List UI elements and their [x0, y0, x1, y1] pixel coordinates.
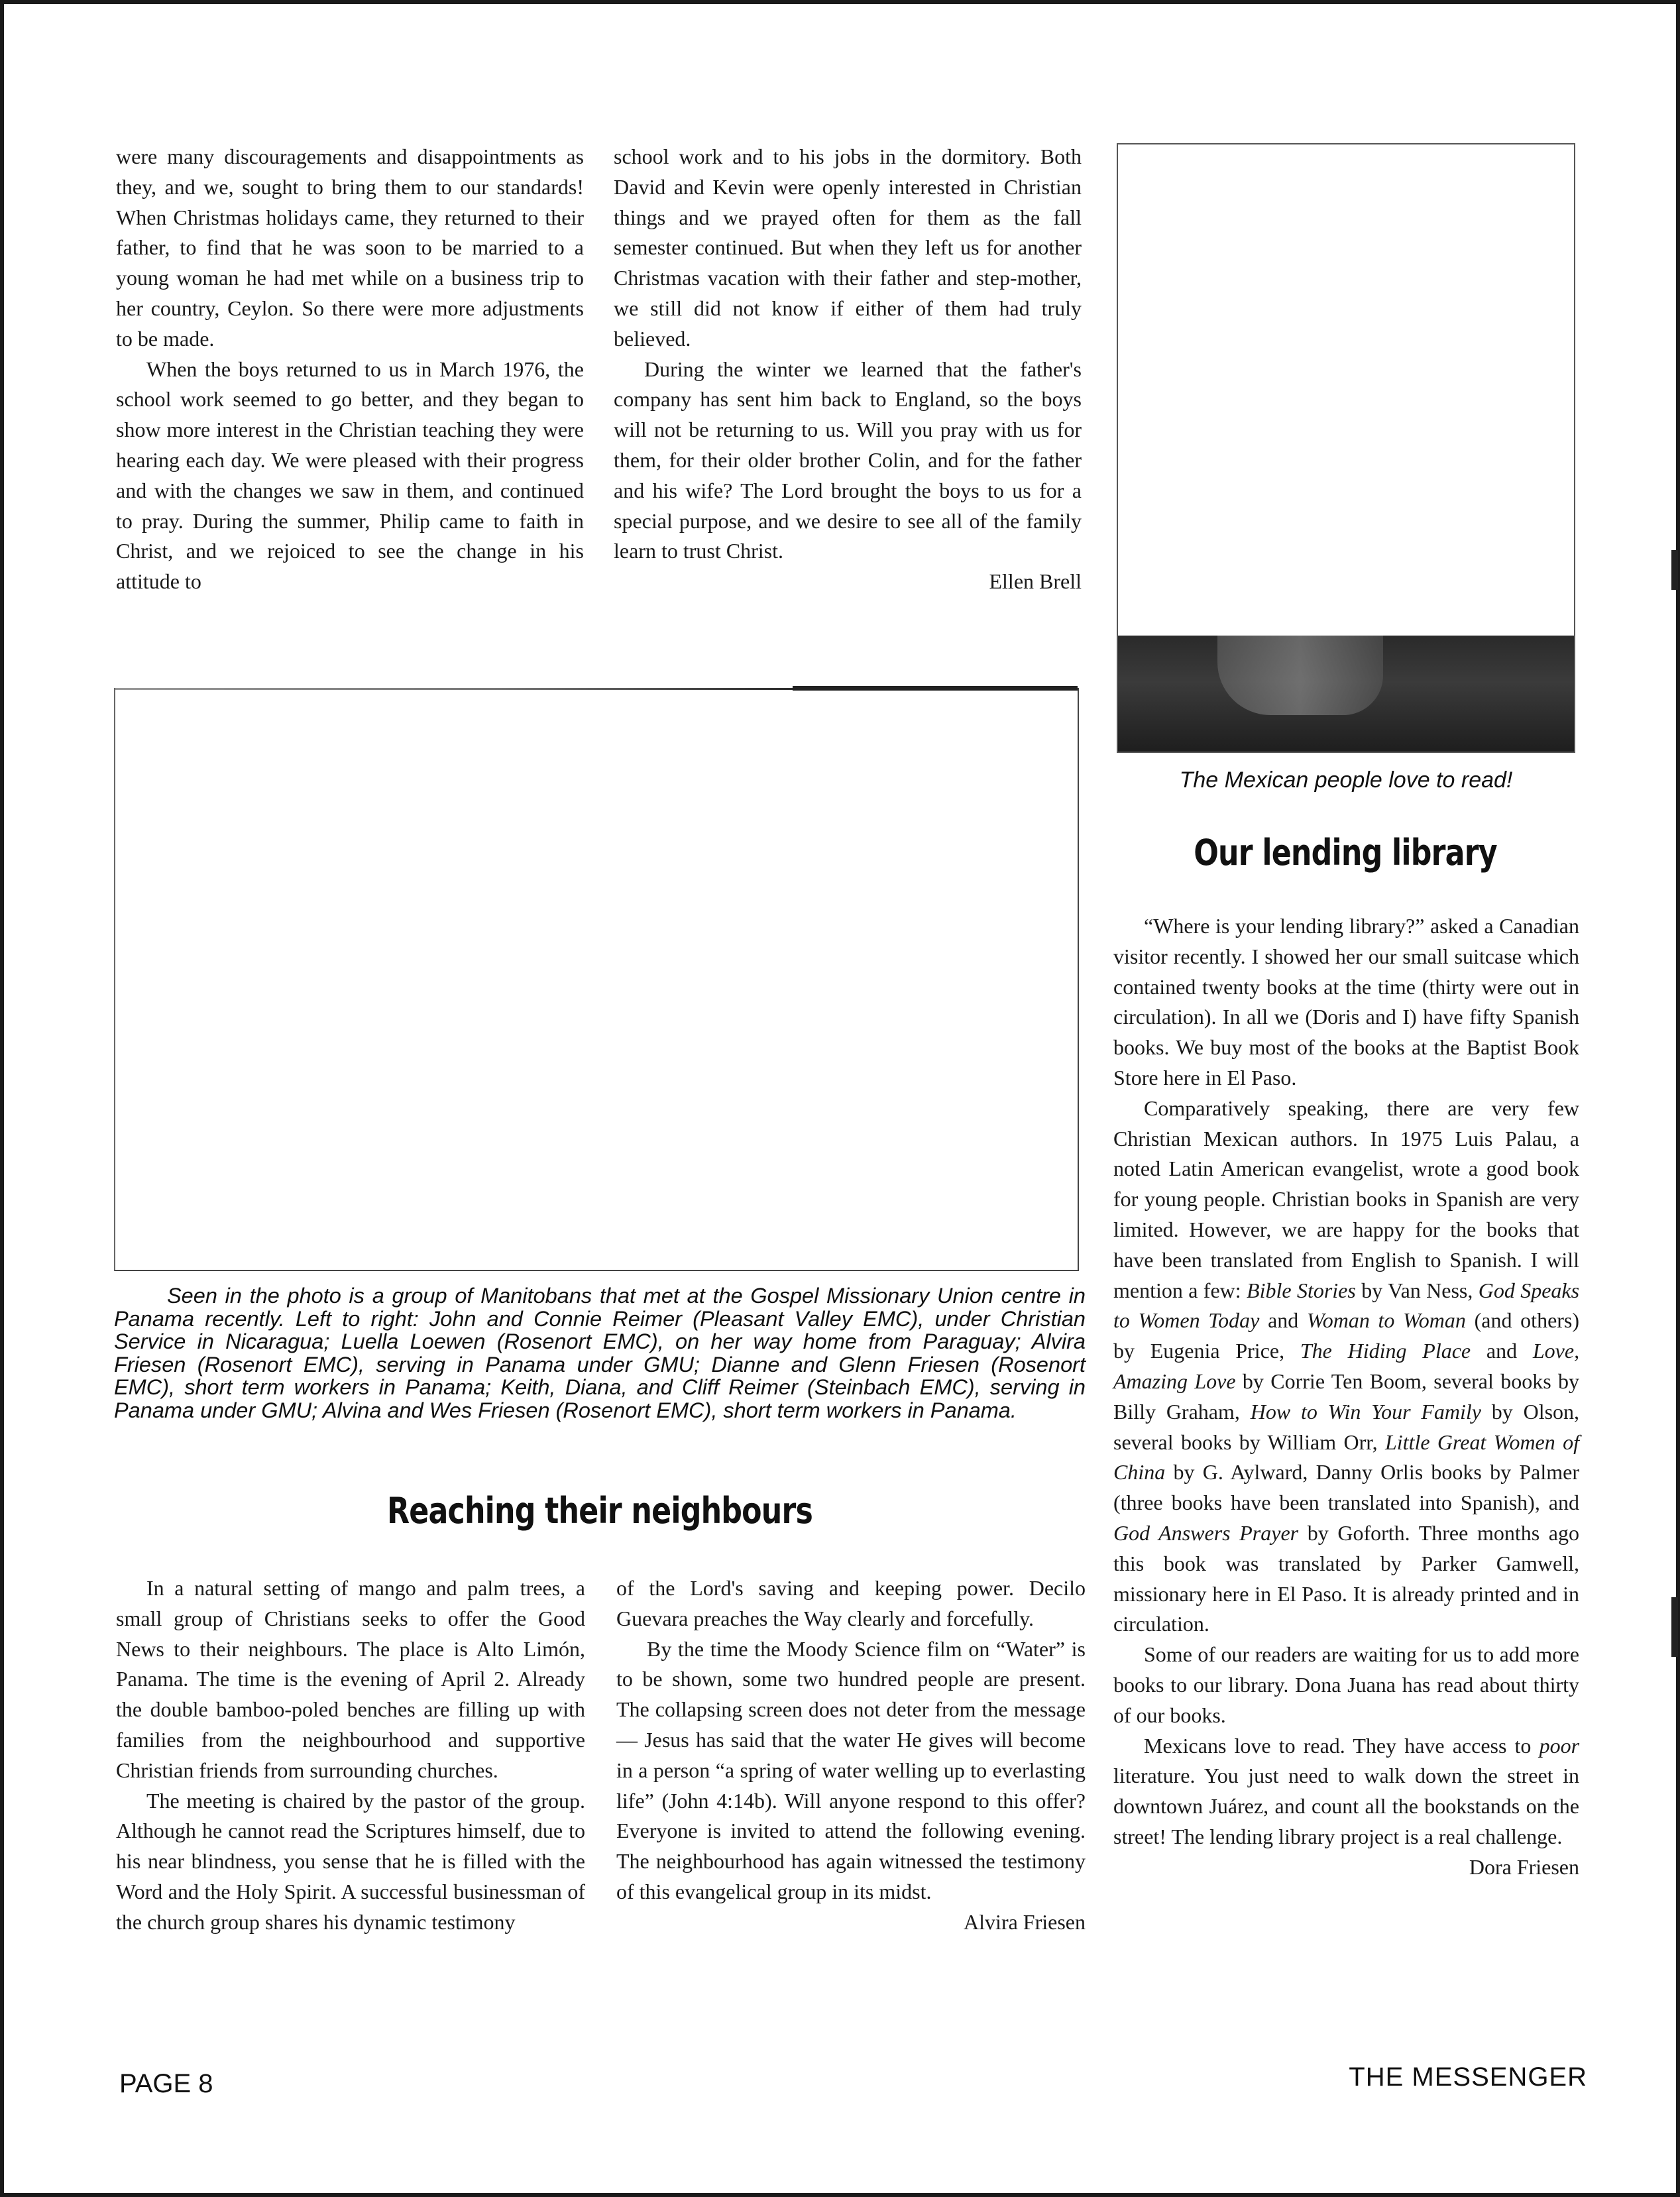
group-photo — [114, 688, 1079, 1271]
top-middle-column — [614, 142, 1082, 597]
book-title: Bible Stories — [1247, 1278, 1356, 1302]
text: by Olson, several books by William Orr, — [1113, 1399, 1580, 1454]
publication-name: THE MESSENGER — [1349, 2062, 1587, 2092]
photo-dark-area — [1118, 636, 1574, 752]
photo-figure — [1217, 636, 1383, 715]
neighbours-headline: Reaching their neighbours — [386, 1490, 813, 1532]
top-left-column — [116, 142, 584, 597]
text: Comparatively speaking, there are very few Christian Mexican authors. In 1975 Luis Palau, a noted Latin American evangelist, wrote a good book for young people. Christian books in Spanish are very limited. However, we are happy for the books that have been translated from English to Spanish. I will mention a few: — [1113, 1096, 1579, 1302]
paragraph: school work and to his jobs in the dormitory. Both David and Kevin were openly interested in Christian things and we prayed often for them as the fall semester continued. But when they left us for another Christmas vacation with their father and step-mother, we still did not know if either of them had truly believed. — [614, 144, 1082, 351]
text: literature. You just need to walk down the street in downtown Juárez, and count all the bookstands on the street! The lending library project is a real challenge. — [1113, 1764, 1579, 1848]
text: (and others) by Eugenia Price, — [1113, 1308, 1580, 1363]
paragraph: were many discouragements and disappointments as they, and we, sought to bring them to our standards! When Christmas holidays came, they returned to their father, to find that he was soon to be married to a young woman he had met while on a business trip to her country, Ceylon. So there were more adjustments to be made. — [116, 144, 584, 351]
library-column — [1113, 911, 1579, 1883]
book-title: God Answers Prayer — [1113, 1520, 1299, 1545]
book-title: God Speaks to Women Today — [1113, 1278, 1580, 1333]
paragraph: By the time the Moody Science film on “Water” is to be shown, some two hundred people are present. The collapsing screen does not deter from the message — Jesus has said that the water He gives will become in a person “a spring of water welling up to everlasting life” (John 4:14b). Will anyone respond to this offer? Everyone is invited to attend the following evening. The neighbourhood has again witnessed the testimony of this evangelical group in its midst. — [616, 1636, 1086, 1903]
scan-edge-mark — [1671, 550, 1678, 590]
text: by Goforth. Three months ago this book was translated by Parker Gamwell, missionary here in El Paso. It is already printed and in circulation. — [1113, 1520, 1579, 1636]
book-title: Love, Amazing Love — [1113, 1339, 1580, 1393]
neighbours-left-column — [116, 1573, 585, 1938]
text: by G. Aylward, Danny Orlis books by Palmer (three books have been translated into Spanish), and — [1113, 1460, 1580, 1515]
author-signature: Ellen Brell — [989, 569, 1082, 594]
reading-photo — [1117, 143, 1575, 753]
paragraph — [1113, 1731, 1579, 1852]
photo-top-rule-dark — [793, 686, 1078, 691]
neighbours-right-column — [616, 1573, 1086, 1938]
paragraph: of the Lord's saving and keeping power. Decilo Guevara preaches the Way clearly and forcefully. — [616, 1576, 1086, 1630]
group-photo-caption: Seen in the photo is a group of Manitobans that met at the Gospel Missionary Union centre in Panama recently. Left to right: John and Connie Reimer (Pleasant Valley EMC), under Christian Service in Nicaragua; Luella Loewen (Rosenort EMC), on her way home from Paraguay; Alvira Friesen (Rosenort EMC), serving in Panama under GMU; Dianne and Glenn Friesen (Rosenort EMC), short term workers in Panama; Keith, Diana, and Cliff Reimer (Steinbach EMC), serving in Panama under GMU; Alvina and Wes Friesen (Rosenort EMC), short term workers in Panama. — [114, 1284, 1086, 1422]
book-title: How to Win Your Family — [1250, 1399, 1481, 1424]
author-signature: Dora Friesen — [1469, 1854, 1579, 1879]
paragraph: When the boys returned to us in March 1976, the school work seemed to go better, and they began to show more interest in the Christian teaching they were hearing each day. We were pleased with their progress and with the changes we saw in them, and continued to pray. During the summer, Philip came to faith in Christ, and we rejoiced to see the change in his attitude to — [116, 357, 584, 594]
text: and — [1486, 1339, 1518, 1363]
book-title: The Hiding Place — [1300, 1339, 1471, 1363]
scan-edge-mark — [1671, 1597, 1678, 1657]
paragraph: “Where is your lending library?” asked a Canadian visitor recently. I showed her our small suitcase which contained twenty books at the time (thirty were out in circulation). In all we (Doris and I) have fifty Spanish books. We buy most of the books at the Baptist Book Store here in El Paso. — [1113, 914, 1579, 1090]
paragraph: Some of our readers are waiting for us to add more books to our library. Dona Juana has read about thirty of our books. — [1113, 1642, 1579, 1727]
page-number: PAGE 8 — [119, 2069, 213, 2098]
paragraph: The meeting is chaired by the pastor of the group. Although he cannot read the Scriptures himself, due to his near blindness, you sense that he is filled with the Word and the Holy Spirit. A successful businessman of the church group shares his dynamic testimony — [116, 1788, 585, 1934]
emphasis: poor — [1539, 1733, 1580, 1758]
paragraph: In a natural setting of mango and palm trees, a small group of Christians seeks to offer the Good News to their neighbours. The place is Alto Limón, Panama. The time is the evening of April 2. Already the double bamboo-poled benches are filling up with families from the neighbourhood and supportive Christian friends from surrounding churches. — [116, 1576, 585, 1782]
text: by Corrie Ten Boom, several books by Billy Graham, — [1113, 1369, 1580, 1424]
text: Mexicans love to read. They have access to — [1144, 1733, 1532, 1758]
book-title: Little Great Women of China — [1113, 1430, 1580, 1485]
library-headline: Our lending library — [1194, 832, 1497, 873]
author-signature: Alvira Friesen — [964, 1909, 1086, 1934]
book-title: Woman to Woman — [1306, 1308, 1466, 1333]
text: and — [1268, 1308, 1299, 1333]
paragraph — [1113, 1094, 1579, 1640]
paragraph: During the winter we learned that the father's company has sent him back to England, so the boys will not be returning to us. Will you pray with us for them, for their older brother Colin, and for the father and his wife? The Lord brought the boys to us for a special purpose, and we desire to see all of the family learn to trust Christ. — [614, 357, 1082, 563]
text: by Van Ness, — [1361, 1278, 1473, 1302]
reading-photo-caption: The Mexican people love to read! — [1179, 767, 1513, 793]
